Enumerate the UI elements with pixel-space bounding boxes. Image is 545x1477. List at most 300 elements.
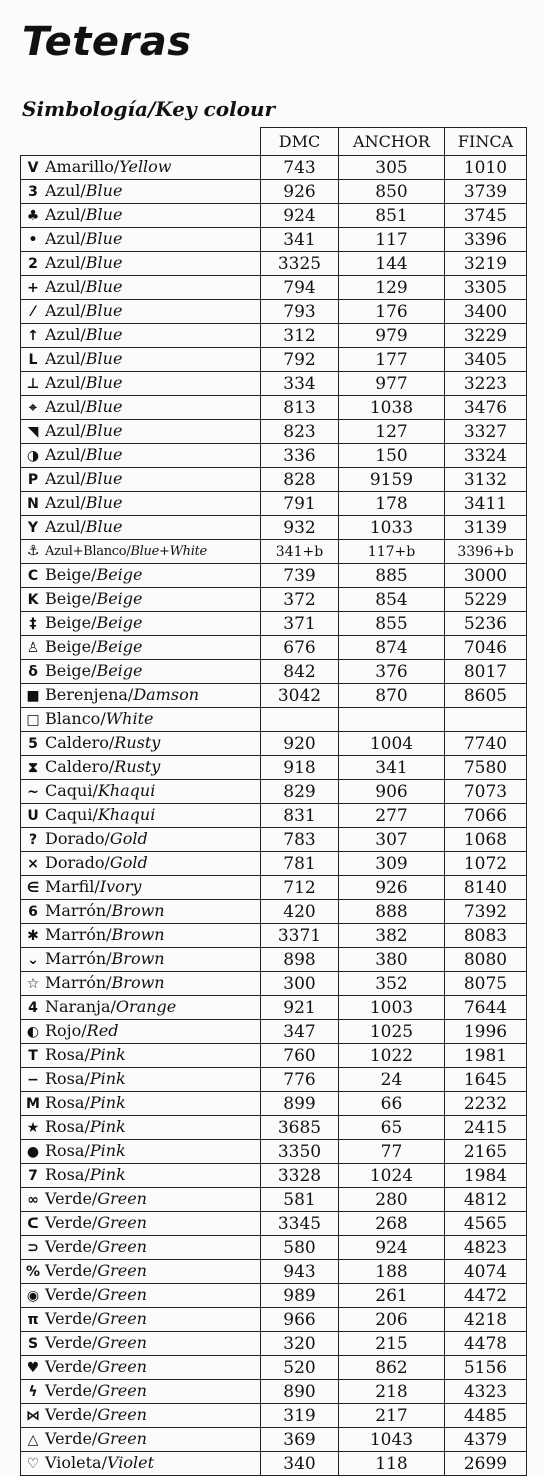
color-name-en: Rusty: [114, 757, 161, 776]
anchor-cell: 77: [339, 1140, 445, 1164]
anchor-cell: 380: [339, 948, 445, 972]
finca-cell: 3476: [445, 396, 527, 420]
color-name-en: Pink: [89, 1165, 126, 1184]
stitch-symbol-icon: ∞: [27, 1192, 39, 1208]
dmc-cell: 813: [261, 396, 339, 420]
color-name-en: Blue: [85, 349, 123, 368]
color-name-es: Caqui: [45, 781, 93, 800]
table-row: [21, 1164, 527, 1188]
finca-cell: 7073: [445, 780, 527, 804]
color-name-cell: ⌄ Marrón/Brown: [21, 948, 261, 972]
finca-cell: 3396+b: [445, 540, 527, 564]
dmc-cell: 921: [261, 996, 339, 1020]
table-row: [21, 876, 527, 900]
dmc-cell: 760: [261, 1044, 339, 1068]
anchor-cell: 117: [339, 228, 445, 252]
color-name-en: Blue: [85, 205, 123, 224]
table-row: [21, 996, 527, 1020]
finca-cell: 8083: [445, 924, 527, 948]
color-name-en: Blue: [85, 301, 123, 320]
anchor-cell: 9159: [339, 468, 445, 492]
finca-cell: 4323: [445, 1380, 527, 1404]
dmc-cell: 783: [261, 828, 339, 852]
color-name-es: Verde: [45, 1357, 92, 1376]
table-row: [21, 1092, 527, 1116]
color-name-en: Green: [97, 1357, 147, 1376]
stitch-symbol-icon: C: [27, 568, 39, 584]
anchor-cell: 188: [339, 1260, 445, 1284]
table-row: [21, 708, 527, 732]
anchor-cell: 924: [339, 1236, 445, 1260]
color-name-en: Violet: [106, 1453, 155, 1472]
finca-cell: 3411: [445, 492, 527, 516]
stitch-symbol-icon: 6: [28, 904, 38, 920]
color-name-en: Beige: [96, 613, 143, 632]
stitch-symbol-icon: □: [26, 712, 40, 728]
anchor-cell: 66: [339, 1092, 445, 1116]
table-row: [21, 1140, 527, 1164]
finca-cell: 3396: [445, 228, 527, 252]
finca-cell: 8017: [445, 660, 527, 684]
stitch-symbol-icon: ◑: [26, 448, 40, 464]
stitch-symbol-icon: ∈: [26, 880, 40, 896]
color-name-en: Khaqui: [97, 805, 156, 824]
dmc-cell: 312: [261, 324, 339, 348]
finca-cell: 4565: [445, 1212, 527, 1236]
color-name-cell: ↑ Azul/Blue: [21, 324, 261, 348]
stitch-symbol-icon: ♡: [26, 1456, 40, 1472]
finca-cell: [445, 708, 527, 732]
stitch-symbol-icon: ★: [26, 1120, 40, 1136]
color-name-es: Azul: [45, 229, 81, 248]
color-name-es: Verde: [45, 1237, 92, 1256]
header-blank: [21, 128, 261, 156]
color-name-en: Blue: [85, 253, 123, 272]
color-name-cell: ☆ Marrón/Brown: [21, 972, 261, 996]
table-row: [21, 1332, 527, 1356]
color-name-cell: C Beige/Beige: [21, 564, 261, 588]
dmc-cell: 3328: [261, 1164, 339, 1188]
table-row: [21, 756, 527, 780]
table-row: [21, 156, 527, 180]
finca-cell: 2165: [445, 1140, 527, 1164]
dmc-cell: 3042: [261, 684, 339, 708]
color-name-es: Marrón: [45, 973, 107, 992]
color-name-cell: ◐ Rojo/Red: [21, 1020, 261, 1044]
color-name-cell: N Azul/Blue: [21, 492, 261, 516]
finca-cell: 4478: [445, 1332, 527, 1356]
color-name-en: Orange: [115, 997, 177, 1016]
dmc-cell: 743: [261, 156, 339, 180]
color-name-en: Blue: [85, 445, 123, 464]
color-name-en: Brown: [111, 949, 165, 968]
color-name-es: Rosa: [45, 1093, 85, 1112]
color-name-cell: Y Azul/Blue: [21, 516, 261, 540]
dmc-cell: 3325: [261, 252, 339, 276]
table-row: [21, 1116, 527, 1140]
finca-cell: 8605: [445, 684, 527, 708]
color-name-cell: K Beige/Beige: [21, 588, 261, 612]
anchor-cell: 117+b: [339, 540, 445, 564]
color-name-cell: ◑ Azul/Blue: [21, 444, 261, 468]
color-name-cell: ⁄ Azul/Blue: [21, 300, 261, 324]
anchor-cell: 1004: [339, 732, 445, 756]
color-name-cell: △ Verde/Green: [21, 1428, 261, 1452]
stitch-symbol-icon: 2: [28, 256, 38, 272]
table-row: [21, 372, 527, 396]
table-row: [21, 1404, 527, 1428]
finca-cell: 4472: [445, 1284, 527, 1308]
table-row: [21, 828, 527, 852]
anchor-cell: 870: [339, 684, 445, 708]
dmc-cell: 781: [261, 852, 339, 876]
table-row: [21, 852, 527, 876]
color-name-es: Beige: [45, 589, 92, 608]
dmc-cell: 793: [261, 300, 339, 324]
table-row: [21, 1452, 527, 1476]
color-name-en: Green: [97, 1189, 147, 1208]
color-name-es: Verde: [45, 1381, 92, 1400]
anchor-cell: 862: [339, 1356, 445, 1380]
table-row: [21, 588, 527, 612]
color-name-es: Verde: [45, 1429, 92, 1448]
finca-cell: 7644: [445, 996, 527, 1020]
anchor-cell: 382: [339, 924, 445, 948]
color-name-en: Pink: [89, 1117, 126, 1136]
stitch-symbol-icon: ⁄: [31, 304, 35, 320]
stitch-symbol-icon: 5: [28, 736, 38, 752]
stitch-symbol-icon: δ: [28, 664, 38, 680]
finca-cell: 4379: [445, 1428, 527, 1452]
color-name-es: Azul: [45, 277, 81, 296]
stitch-symbol-icon: ◐: [26, 1024, 40, 1040]
stitch-symbol-icon: ⊥: [26, 376, 40, 392]
finca-cell: 2232: [445, 1092, 527, 1116]
dmc-cell: 932: [261, 516, 339, 540]
finca-cell: 7046: [445, 636, 527, 660]
table-row: [21, 1068, 527, 1092]
stitch-symbol-icon: K: [27, 592, 39, 608]
color-name-es: Azul: [45, 205, 81, 224]
table-row: [21, 324, 527, 348]
color-name-en: Pink: [89, 1093, 126, 1112]
stitch-symbol-icon: U: [27, 808, 39, 824]
stitch-symbol-icon: ↑: [27, 328, 39, 344]
color-name-en: Blue: [85, 493, 123, 512]
finca-cell: 8080: [445, 948, 527, 972]
finca-cell: 3400: [445, 300, 527, 324]
dmc-cell: 676: [261, 636, 339, 660]
anchor-cell: 854: [339, 588, 445, 612]
anchor-cell: 206: [339, 1308, 445, 1332]
anchor-cell: 906: [339, 780, 445, 804]
finca-cell: 1010: [445, 156, 527, 180]
table-row: [21, 1260, 527, 1284]
anchor-cell: 309: [339, 852, 445, 876]
anchor-cell: 178: [339, 492, 445, 516]
anchor-cell: 1003: [339, 996, 445, 1020]
color-name-es: Verde: [45, 1405, 92, 1424]
table-row: [21, 276, 527, 300]
table-row: [21, 204, 527, 228]
table-row: [21, 1020, 527, 1044]
header-anchor: ANCHOR: [339, 128, 445, 156]
dmc-cell: 319: [261, 1404, 339, 1428]
table-row: [21, 1356, 527, 1380]
dmc-cell: 794: [261, 276, 339, 300]
color-name-es: Verde: [45, 1189, 92, 1208]
dmc-cell: 341+b: [261, 540, 339, 564]
finca-cell: 5229: [445, 588, 527, 612]
color-name-en: Khaqui: [97, 781, 156, 800]
finca-cell: 1645: [445, 1068, 527, 1092]
dmc-cell: 823: [261, 420, 339, 444]
color-name-cell: ♣ Azul/Blue: [21, 204, 261, 228]
color-name-cell: 7 Rosa/Pink: [21, 1164, 261, 1188]
dmc-cell: 831: [261, 804, 339, 828]
color-name-cell: ⌖ Azul/Blue: [21, 396, 261, 420]
color-name-en: Red: [86, 1021, 119, 1040]
color-name-es: Rojo: [45, 1021, 82, 1040]
color-name-es: Verde: [45, 1309, 92, 1328]
color-name-es: Berenjena: [45, 685, 128, 704]
table-row: [21, 924, 527, 948]
anchor-cell: 280: [339, 1188, 445, 1212]
stitch-symbol-icon: V: [27, 160, 39, 176]
stitch-symbol-icon: ‡: [29, 616, 37, 632]
color-name-cell: × Dorado/Gold: [21, 852, 261, 876]
stitch-symbol-icon: ■: [26, 688, 40, 704]
dmc-cell: 320: [261, 1332, 339, 1356]
stitch-symbol-icon: ◉: [26, 1288, 40, 1304]
color-name-es: Azul: [45, 373, 81, 392]
color-name-es: Dorado: [45, 829, 105, 848]
color-name-en: Brown: [111, 925, 165, 944]
dmc-cell: 776: [261, 1068, 339, 1092]
color-name-en: Gold: [109, 829, 148, 848]
color-name-cell: δ Beige/Beige: [21, 660, 261, 684]
color-name-cell: ᑕ Verde/Green: [21, 1212, 261, 1236]
table-row: [21, 948, 527, 972]
color-name-es: Azul: [45, 253, 81, 272]
finca-cell: 2415: [445, 1116, 527, 1140]
color-name-es: Caqui: [45, 805, 93, 824]
color-name-en: Green: [97, 1213, 147, 1232]
color-name-en: Blue: [85, 277, 123, 296]
color-name-cell: − Rosa/Pink: [21, 1068, 261, 1092]
table-row: [21, 1044, 527, 1068]
dmc-cell: 336: [261, 444, 339, 468]
finca-cell: 2699: [445, 1452, 527, 1476]
stitch-symbol-icon: ⋈: [26, 1408, 40, 1424]
stitch-symbol-icon: ♥: [26, 1360, 40, 1376]
dmc-cell: 898: [261, 948, 339, 972]
anchor-cell: 850: [339, 180, 445, 204]
dmc-cell: 372: [261, 588, 339, 612]
dmc-cell: 792: [261, 348, 339, 372]
stitch-symbol-icon: 7: [28, 1168, 38, 1184]
anchor-cell: 217: [339, 1404, 445, 1428]
color-name-cell: ⧗ Caldero/Rusty: [21, 756, 261, 780]
color-name-es: Azul: [45, 469, 81, 488]
finca-cell: 3327: [445, 420, 527, 444]
color-name-cell: ⋈ Verde/Green: [21, 1404, 261, 1428]
anchor-cell: 305: [339, 156, 445, 180]
color-name-en: Blue: [85, 517, 123, 536]
table-row: [21, 636, 527, 660]
stitch-symbol-icon: +: [27, 280, 39, 296]
color-name-en: Brown: [111, 973, 165, 992]
color-name-cell: ◉ Verde/Green: [21, 1284, 261, 1308]
table-row: [21, 900, 527, 924]
color-name-es: Marrón: [45, 901, 107, 920]
color-name-en: Green: [97, 1261, 147, 1280]
color-name-es: Azul: [45, 325, 81, 344]
table-row: [21, 180, 527, 204]
header-row: [21, 128, 527, 156]
stitch-symbol-icon: △: [27, 1432, 39, 1448]
finca-cell: 5156: [445, 1356, 527, 1380]
color-name-en: Pink: [89, 1069, 126, 1088]
anchor-cell: 1022: [339, 1044, 445, 1068]
color-name-cell: ‡ Beige/Beige: [21, 612, 261, 636]
color-name-cell: 5 Caldero/Rusty: [21, 732, 261, 756]
finca-cell: 3305: [445, 276, 527, 300]
color-name-en: Blue: [85, 373, 123, 392]
color-name-es: Rosa: [45, 1141, 85, 1160]
color-name-cell: ✱ Marrón/Brown: [21, 924, 261, 948]
anchor-cell: 261: [339, 1284, 445, 1308]
finca-cell: 3229: [445, 324, 527, 348]
dmc-cell: 890: [261, 1380, 339, 1404]
anchor-cell: 1025: [339, 1020, 445, 1044]
dmc-cell: 966: [261, 1308, 339, 1332]
anchor-cell: 65: [339, 1116, 445, 1140]
anchor-cell: 118: [339, 1452, 445, 1476]
dmc-cell: 828: [261, 468, 339, 492]
color-name-es: Amarillo: [45, 157, 114, 176]
stitch-symbol-icon: ⚓: [26, 543, 40, 559]
color-name-es: Rosa: [45, 1069, 85, 1088]
color-name-en: Green: [97, 1429, 147, 1448]
color-name-cell: ◥ Azul/Blue: [21, 420, 261, 444]
anchor-cell: 341: [339, 756, 445, 780]
color-name-cell: ϟ Verde/Green: [21, 1380, 261, 1404]
table-row: [21, 972, 527, 996]
finca-cell: 4074: [445, 1260, 527, 1284]
anchor-cell: 127: [339, 420, 445, 444]
stitch-symbol-icon: L: [28, 352, 38, 368]
anchor-cell: 888: [339, 900, 445, 924]
table-row: [21, 1428, 527, 1452]
dmc-cell: [261, 708, 339, 732]
color-name-en: Brown: [111, 901, 165, 920]
table-row: [21, 1308, 527, 1332]
dmc-cell: 943: [261, 1260, 339, 1284]
color-name-en: Beige: [96, 589, 143, 608]
anchor-cell: 176: [339, 300, 445, 324]
anchor-cell: 268: [339, 1212, 445, 1236]
color-name-en: Green: [97, 1309, 147, 1328]
color-name-cell: P Azul/Blue: [21, 468, 261, 492]
dmc-cell: 989: [261, 1284, 339, 1308]
anchor-cell: 150: [339, 444, 445, 468]
anchor-cell: 177: [339, 348, 445, 372]
color-name-es: Marfil: [45, 877, 95, 896]
stitch-symbol-icon: ⊃: [27, 1240, 39, 1256]
anchor-cell: 215: [339, 1332, 445, 1356]
color-name-cell: M Rosa/Pink: [21, 1092, 261, 1116]
color-name-en: Beige: [96, 661, 143, 680]
stitch-symbol-icon: ♣: [26, 208, 40, 224]
color-name-en: Green: [97, 1237, 147, 1256]
color-name-cell: ∞ Verde/Green: [21, 1188, 261, 1212]
color-name-cell: • Azul/Blue: [21, 228, 261, 252]
stitch-symbol-icon: ×: [27, 856, 39, 872]
table-row: [21, 516, 527, 540]
anchor-cell: 977: [339, 372, 445, 396]
color-name-en: Blue: [85, 181, 123, 200]
color-name-cell: T Rosa/Pink: [21, 1044, 261, 1068]
anchor-cell: 874: [339, 636, 445, 660]
color-name-cell: S Verde/Green: [21, 1332, 261, 1356]
dmc-cell: 580: [261, 1236, 339, 1260]
color-name-en: Rusty: [114, 733, 161, 752]
color-name-en: Green: [97, 1381, 147, 1400]
dmc-cell: 739: [261, 564, 339, 588]
finca-cell: 3223: [445, 372, 527, 396]
anchor-cell: 1043: [339, 1428, 445, 1452]
dmc-cell: 520: [261, 1356, 339, 1380]
color-name-en: Damson: [133, 685, 199, 704]
dmc-cell: 3350: [261, 1140, 339, 1164]
stitch-symbol-icon: ~: [27, 784, 39, 800]
color-name-cell: L Azul/Blue: [21, 348, 261, 372]
color-name-es: Naranja: [45, 997, 111, 1016]
color-name-en: Blue: [85, 325, 123, 344]
dmc-cell: 918: [261, 756, 339, 780]
stitch-symbol-icon: ♙: [26, 640, 40, 656]
color-name-es: Azul: [45, 181, 81, 200]
color-name-en: Pink: [89, 1141, 126, 1160]
dmc-cell: 926: [261, 180, 339, 204]
color-name-es: Verde: [45, 1333, 92, 1352]
anchor-cell: [339, 708, 445, 732]
color-name-cell: □ Blanco/White: [21, 708, 261, 732]
color-name-es: Violeta: [45, 1453, 102, 1472]
stitch-symbol-icon: S: [27, 1336, 39, 1352]
dmc-cell: 581: [261, 1188, 339, 1212]
finca-cell: 7066: [445, 804, 527, 828]
table-row: [21, 468, 527, 492]
dmc-cell: 341: [261, 228, 339, 252]
color-name-es: Rosa: [45, 1165, 85, 1184]
dmc-cell: 3371: [261, 924, 339, 948]
table-row: [21, 252, 527, 276]
stitch-symbol-icon: ◥: [27, 424, 39, 440]
color-name-cell: ■ Berenjena/Damson: [21, 684, 261, 708]
color-name-cell: ~ Caqui/Khaqui: [21, 780, 261, 804]
stitch-symbol-icon: ⌄: [27, 952, 39, 968]
table-row: [21, 540, 527, 564]
table-row: [21, 228, 527, 252]
anchor-cell: 307: [339, 828, 445, 852]
anchor-cell: 277: [339, 804, 445, 828]
page-title: Teteras: [22, 19, 192, 65]
header-finca: FINCA: [445, 128, 527, 156]
anchor-cell: 129: [339, 276, 445, 300]
anchor-cell: 926: [339, 876, 445, 900]
